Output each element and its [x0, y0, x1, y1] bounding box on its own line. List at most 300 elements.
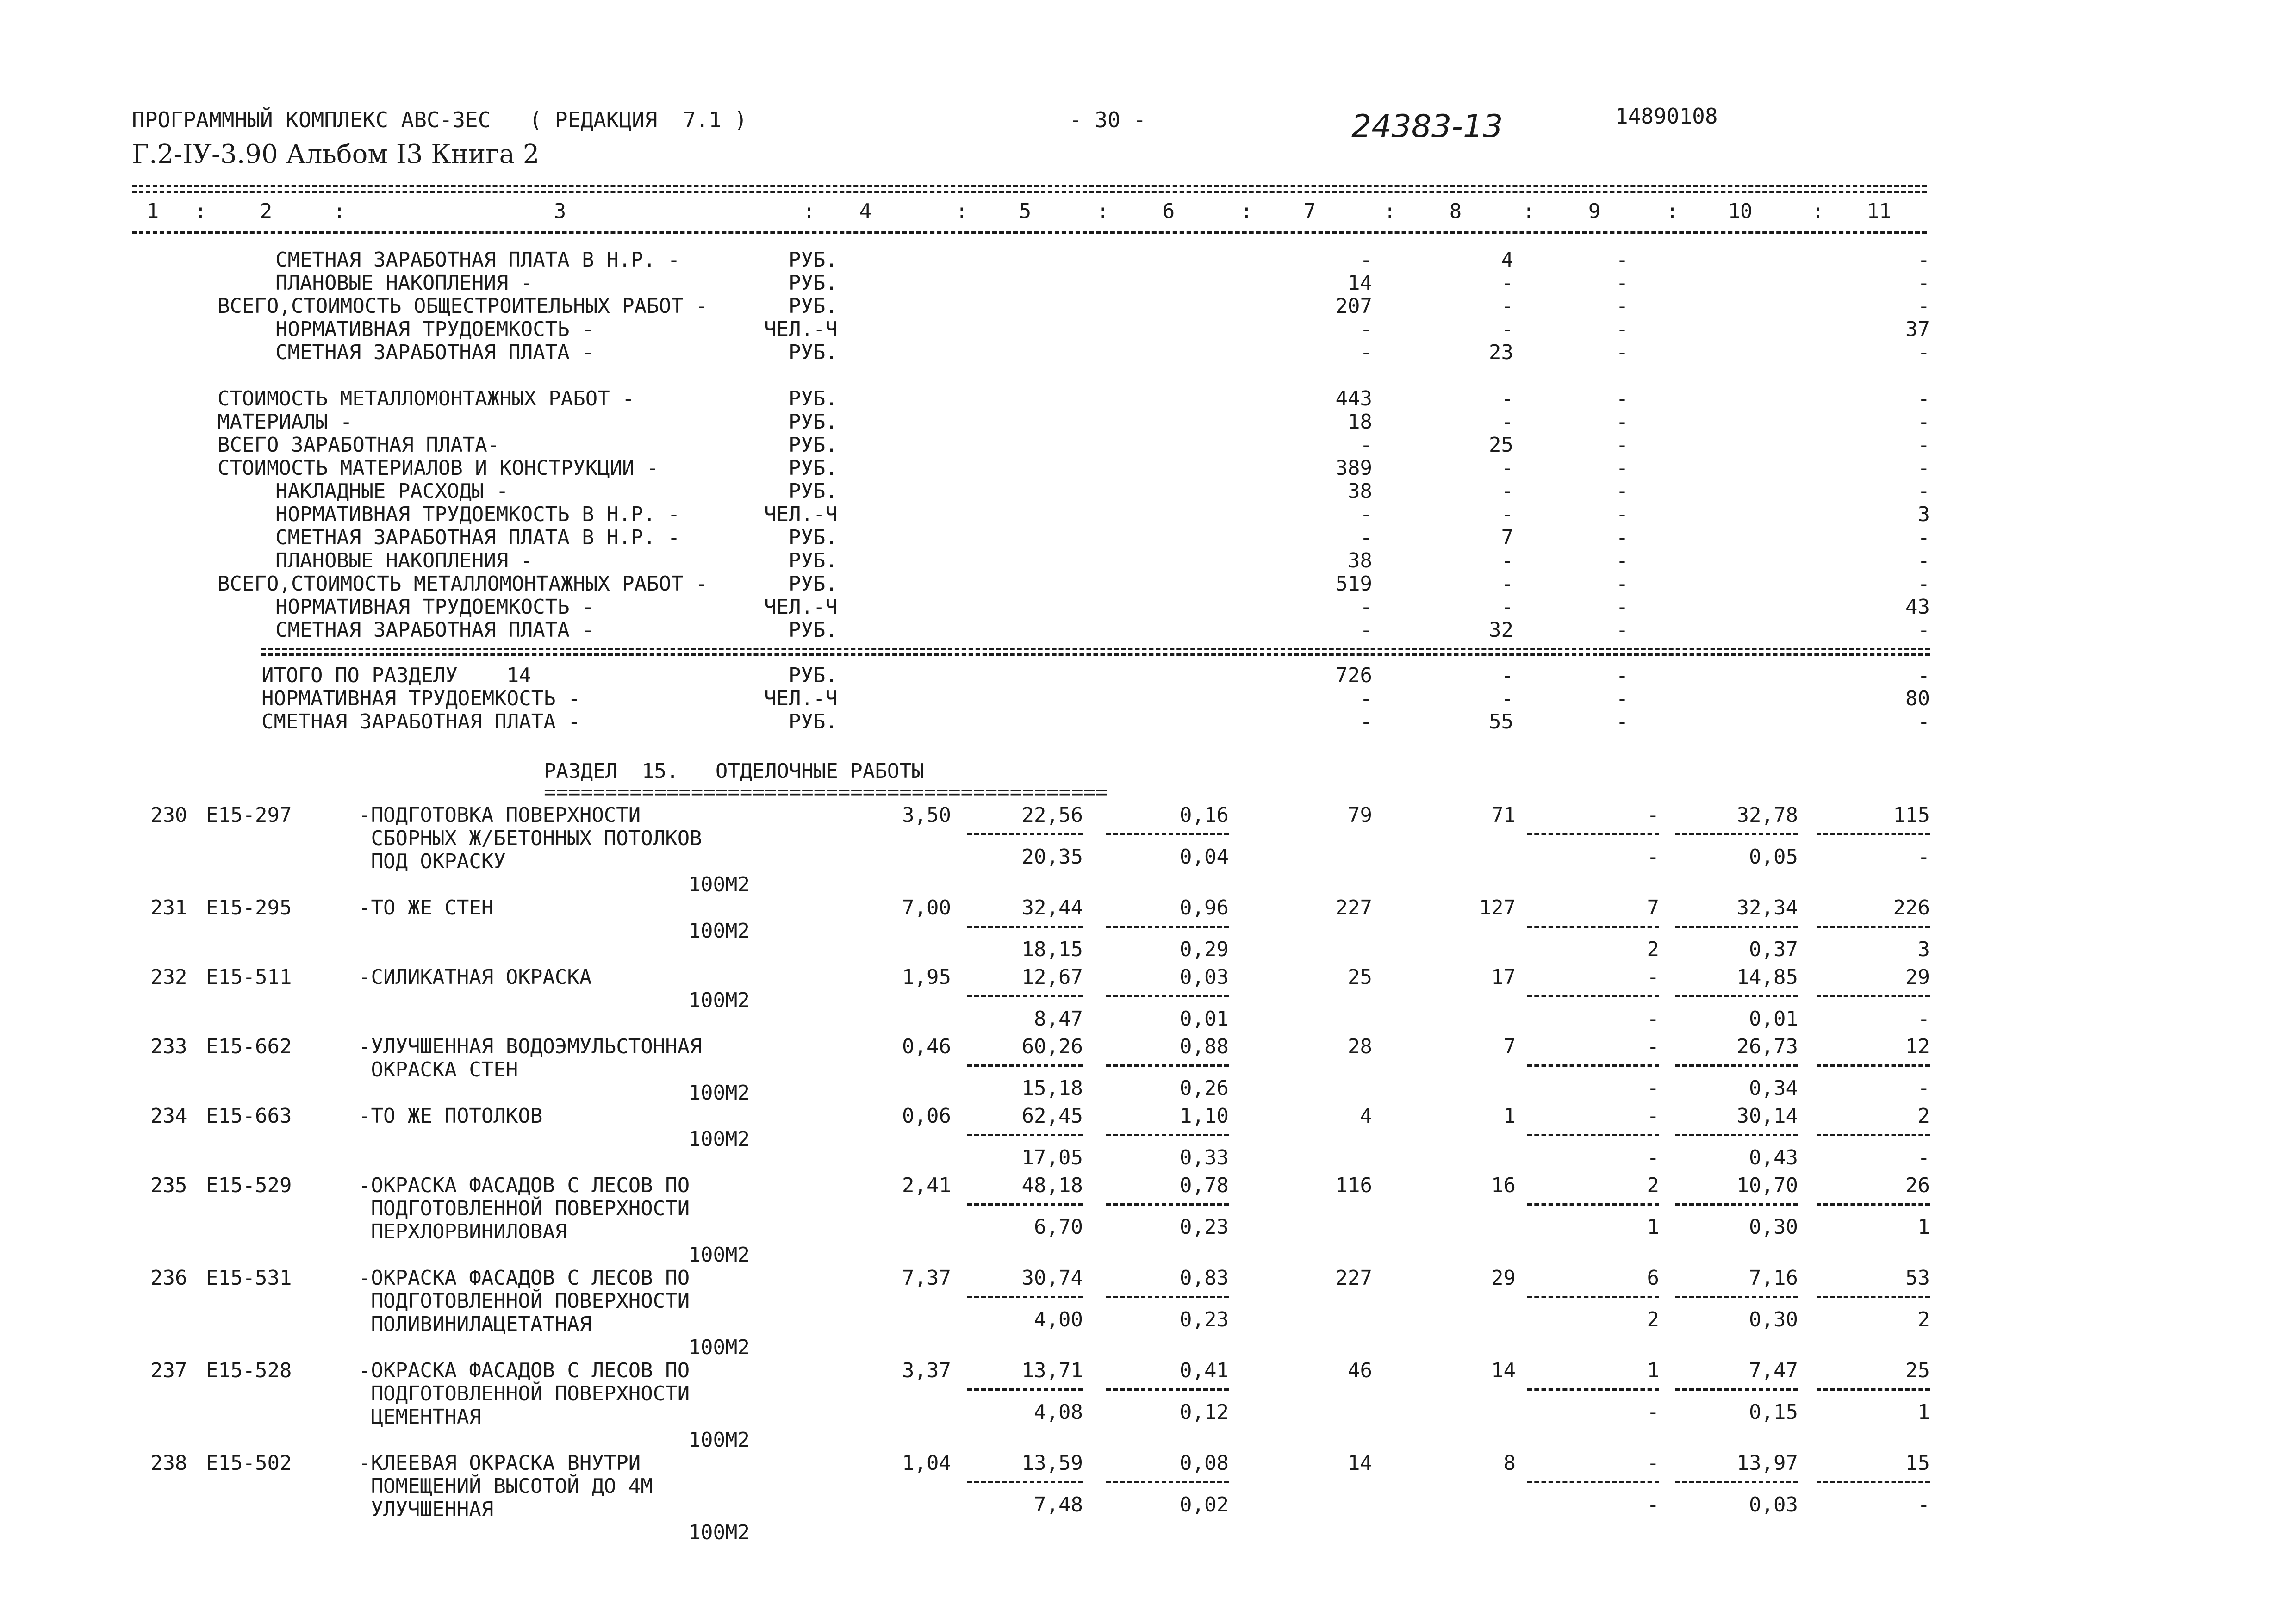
- summary-label: СМЕТНАЯ ЗАРАБОТНАЯ ПЛАТА В Н.Р. -: [275, 526, 680, 549]
- item-number: 230: [150, 803, 187, 827]
- summary-col11: 43: [1905, 595, 1930, 619]
- item-col10-second: 0,03: [1749, 1493, 1798, 1517]
- item-col5-second: 6,70: [1034, 1215, 1083, 1239]
- item-description: ПОМЕЩЕНИЙ ВЫСОТОЙ ДО 4М: [359, 1474, 653, 1498]
- summary-col9: -: [1616, 410, 1629, 434]
- summary-unit: ЧЕЛ.-Ч: [764, 503, 838, 526]
- summary-col11: 3: [1917, 503, 1930, 526]
- item-col11-second: 2: [1917, 1308, 1930, 1331]
- subtotal-rule: [967, 926, 1083, 928]
- item-col6-second: 0,01: [1180, 1007, 1229, 1031]
- item-col6: 0,83: [1180, 1266, 1229, 1290]
- item-quantity: 2,41: [902, 1174, 951, 1197]
- item-col10: 7,47: [1749, 1359, 1798, 1382]
- subtotal-rule: [967, 1203, 1083, 1206]
- item-description: -СИЛИКАТНАЯ ОКРАСКА: [359, 965, 592, 989]
- item-col7: 46: [1348, 1359, 1372, 1382]
- column-separator: :: [1240, 199, 1253, 223]
- item-col10-second: 0,30: [1749, 1215, 1798, 1239]
- column-header-10: 10: [1728, 199, 1753, 223]
- summary-col7: -: [1360, 317, 1372, 341]
- subtotal-rule: [1527, 926, 1659, 928]
- subtotal-rule: [1675, 1064, 1798, 1067]
- item-col11: 25: [1905, 1359, 1930, 1382]
- subtotal-rule: [1527, 833, 1659, 835]
- summary-unit: РУБ.: [789, 433, 838, 457]
- subtotal-rule: [967, 1296, 1083, 1298]
- item-number: 232: [150, 965, 187, 989]
- summary-unit: РУБ.: [789, 664, 838, 687]
- item-unit: 100М2: [688, 1428, 750, 1452]
- summary-col11: -: [1917, 572, 1930, 596]
- summary-unit: РУБ.: [789, 618, 838, 642]
- subtotal-rule: [1817, 1134, 1930, 1136]
- subtotal-rule: [1817, 1296, 1930, 1298]
- item-col6: 0,78: [1180, 1174, 1229, 1197]
- subtotal-rule: [1106, 1134, 1229, 1136]
- item-quantity: 1,95: [902, 965, 951, 989]
- column-separator: :: [1523, 199, 1535, 223]
- summary-col11: -: [1917, 456, 1930, 480]
- subtotal-rule: [967, 1134, 1083, 1136]
- subtotal-rule: [1527, 1134, 1659, 1136]
- summary-label: НОРМАТИВНАЯ ТРУДОЕМКОСТЬ -: [275, 595, 594, 619]
- summary-col8: -: [1501, 410, 1513, 434]
- item-col10: 10,70: [1736, 1174, 1798, 1197]
- summary-unit: РУБ.: [789, 710, 838, 734]
- item-col6-second: 0,02: [1180, 1493, 1229, 1517]
- header-top-rule-2: [132, 191, 1927, 193]
- item-col5-second: 4,08: [1034, 1400, 1083, 1424]
- summary-unit: РУБ.: [789, 526, 838, 549]
- item-col7: 25: [1348, 965, 1372, 989]
- subtotal-rule: [1817, 926, 1930, 928]
- summary-col9: -: [1616, 456, 1629, 480]
- summary-col9: -: [1616, 387, 1629, 410]
- summary-col8: 4: [1501, 248, 1513, 272]
- summary-col11: -: [1917, 479, 1930, 503]
- summary-unit: РУБ.: [789, 572, 838, 596]
- summary-col8: -: [1501, 479, 1513, 503]
- item-col11-second: -: [1917, 1007, 1930, 1031]
- item-code: Е15-528: [206, 1359, 292, 1382]
- item-col5: 12,67: [1021, 965, 1083, 989]
- item-unit: 100М2: [688, 1336, 750, 1359]
- column-header-7: 7: [1303, 199, 1316, 223]
- item-number: 231: [150, 896, 187, 920]
- summary-unit: ЧЕЛ.-Ч: [764, 317, 838, 341]
- item-description: ПОДГОТОВЛЕННОЙ ПОВЕРХНОСТИ: [359, 1382, 690, 1405]
- item-description: -ОКРАСКА ФАСАДОВ С ЛЕСОВ ПО: [359, 1359, 690, 1382]
- item-col5: 13,59: [1021, 1451, 1083, 1475]
- item-description: -ТО ЖЕ ПОТОЛКОВ: [359, 1104, 543, 1128]
- item-code: Е15-295: [206, 896, 292, 920]
- subtotal-rule: [1675, 1481, 1798, 1483]
- item-col11-second: -: [1917, 1076, 1930, 1100]
- item-col9-second: -: [1647, 1007, 1659, 1031]
- summary-col11: -: [1917, 294, 1930, 318]
- summary-unit: РУБ.: [789, 549, 838, 572]
- item-col10-second: 0,34: [1749, 1076, 1798, 1100]
- summary-label: СМЕТНАЯ ЗАРАБОТНАЯ ПЛАТА -: [261, 710, 580, 734]
- subtotal-rule: [1106, 1296, 1229, 1298]
- section-15-underline: ==============================================: [544, 780, 1108, 804]
- summary-col7: -: [1360, 503, 1372, 526]
- summary-col9: -: [1616, 687, 1629, 710]
- summary-label: ПЛАНОВЫЕ НАКОПЛЕНИЯ -: [275, 271, 533, 295]
- summary-col7: -: [1360, 341, 1372, 364]
- item-col10: 26,73: [1736, 1035, 1798, 1058]
- summary-label: НОРМАТИВНАЯ ТРУДОЕМКОСТЬ -: [261, 687, 580, 710]
- subtotal-rule: [1527, 1388, 1659, 1391]
- item-description: УЛУЧШЕННАЯ: [359, 1498, 494, 1521]
- item-col5: 32,44: [1021, 896, 1083, 920]
- item-description: ОКРАСКА СТЕН: [359, 1058, 518, 1082]
- item-col9: 2: [1647, 1174, 1659, 1197]
- item-col9: -: [1647, 1104, 1659, 1128]
- summary-unit: РУБ.: [789, 410, 838, 434]
- subtotal-rule: [1817, 1388, 1930, 1391]
- summary-label: НОРМАТИВНАЯ ТРУДОЕМКОСТЬ В Н.Р. -: [275, 503, 680, 526]
- summary-col7: -: [1360, 433, 1372, 457]
- summary-col8: -: [1501, 595, 1513, 619]
- item-col10: 13,97: [1736, 1451, 1798, 1475]
- summary-col7: 18: [1348, 410, 1372, 434]
- item-description: ПОДГОТОВЛЕННОЙ ПОВЕРХНОСТИ: [359, 1289, 690, 1313]
- summary-col8: -: [1501, 687, 1513, 710]
- item-col5: 22,56: [1021, 803, 1083, 827]
- item-col9: 7: [1647, 896, 1659, 920]
- item-unit: 100М2: [688, 1243, 750, 1267]
- column-separator: :: [803, 199, 815, 223]
- item-col8: 127: [1479, 896, 1516, 920]
- column-separator: :: [1384, 199, 1396, 223]
- summary-unit: РУБ.: [789, 479, 838, 503]
- subtotal-rule: [1675, 833, 1798, 835]
- item-col11: 12: [1905, 1035, 1930, 1058]
- item-col11-second: -: [1917, 1146, 1930, 1169]
- column-header-9: 9: [1588, 199, 1601, 223]
- summary-label: НАКЛАДНЫЕ РАСХОДЫ -: [275, 479, 509, 503]
- summary-label: ВСЕГО,СТОИМОСТЬ МЕТАЛЛОМОНТАЖНЫХ РАБОТ -: [218, 572, 708, 596]
- summary-col9: -: [1616, 248, 1629, 272]
- item-unit: 100М2: [688, 873, 750, 896]
- subtotal-rule: [1817, 995, 1930, 997]
- summary-col8: -: [1501, 387, 1513, 410]
- item-number: 233: [150, 1035, 187, 1058]
- summary-col9: -: [1616, 526, 1629, 549]
- item-col7: 227: [1335, 1266, 1372, 1290]
- item-col8: 8: [1503, 1451, 1516, 1475]
- item-code: Е15-297: [206, 803, 292, 827]
- item-col6-second: 0,23: [1180, 1308, 1229, 1331]
- item-col5: 48,18: [1021, 1174, 1083, 1197]
- summary-col8: 7: [1501, 526, 1513, 549]
- item-col8: 7: [1503, 1035, 1516, 1058]
- subtotal-rule: [1106, 1481, 1229, 1483]
- subtotal-rule: [1675, 995, 1798, 997]
- section-15-title: РАЗДЕЛ 15. ОТДЕЛОЧНЫЕ РАБОТЫ: [544, 759, 924, 783]
- header-top-rule: [132, 185, 1927, 187]
- item-description: ПОДГОТОВЛЕННОЙ ПОВЕРХНОСТИ: [359, 1197, 690, 1220]
- item-col5-second: 4,00: [1034, 1308, 1083, 1331]
- summary-col7: 443: [1335, 387, 1372, 410]
- summary-col8: -: [1501, 549, 1513, 572]
- summary-col9: -: [1616, 664, 1629, 687]
- item-col9-second: -: [1647, 1076, 1659, 1100]
- item-col5: 30,74: [1021, 1266, 1083, 1290]
- column-separator: :: [1666, 199, 1679, 223]
- item-code: Е15-529: [206, 1174, 292, 1197]
- column-separator: :: [1812, 199, 1824, 223]
- item-col11: 26: [1905, 1174, 1930, 1197]
- item-col6: 0,96: [1180, 896, 1229, 920]
- item-col8: 29: [1491, 1266, 1516, 1290]
- summary-col8: 32: [1489, 618, 1513, 642]
- item-col11: 2: [1917, 1104, 1930, 1128]
- item-col5: 60,26: [1021, 1035, 1083, 1058]
- item-description: -ПОДГОТОВКА ПОВЕРХНОСТИ: [359, 803, 641, 827]
- column-header-6: 6: [1162, 199, 1175, 223]
- summary-col7: 726: [1335, 664, 1372, 687]
- item-col5-second: 7,48: [1034, 1493, 1083, 1517]
- summary-unit: РУБ.: [789, 341, 838, 364]
- summary-col11: -: [1917, 433, 1930, 457]
- summary-col11: -: [1917, 387, 1930, 410]
- item-unit: 100М2: [688, 989, 750, 1012]
- summary-label: ИТОГО ПО РАЗДЕЛУ 14: [261, 664, 531, 687]
- subtotal-rule: [1527, 1064, 1659, 1067]
- item-col8: 14: [1491, 1359, 1516, 1382]
- summary-col8: -: [1501, 503, 1513, 526]
- item-code: Е15-531: [206, 1266, 292, 1290]
- summary-label: ПЛАНОВЫЕ НАКОПЛЕНИЯ -: [275, 549, 533, 572]
- item-col10: 32,34: [1736, 896, 1798, 920]
- item-col10-second: 0,43: [1749, 1146, 1798, 1169]
- column-separator: :: [333, 199, 346, 223]
- item-col10-second: 0,37: [1749, 938, 1798, 961]
- summary-unit: РУБ.: [789, 387, 838, 410]
- summary-col7: -: [1360, 710, 1372, 734]
- item-col11: 53: [1905, 1266, 1930, 1290]
- column-header-8: 8: [1449, 199, 1462, 223]
- item-col11-second: 3: [1917, 938, 1930, 961]
- summary-col7: 207: [1335, 294, 1372, 318]
- item-number: 234: [150, 1104, 187, 1128]
- item-description: ПОД ОКРАСКУ: [359, 850, 506, 873]
- item-description: -ОКРАСКА ФАСАДОВ С ЛЕСОВ ПО: [359, 1174, 690, 1197]
- item-col11: 226: [1893, 896, 1930, 920]
- subtotal-rule: [967, 833, 1083, 835]
- summary-col8: -: [1501, 664, 1513, 687]
- summary-unit: РУБ.: [789, 456, 838, 480]
- item-col7: 14: [1348, 1451, 1372, 1475]
- item-col7: 116: [1335, 1174, 1372, 1197]
- column-header-1: 1: [146, 199, 159, 223]
- item-col11: 15: [1905, 1451, 1930, 1475]
- item-number: 238: [150, 1451, 187, 1475]
- summary-col9: -: [1616, 271, 1629, 295]
- item-col11-second: -: [1917, 845, 1930, 869]
- summary-label: СТОИМОСТЬ МЕТАЛЛОМОНТАЖНЫХ РАБОТ -: [218, 387, 635, 410]
- summary-col7: -: [1360, 595, 1372, 619]
- subtotal-rule: [1527, 1203, 1659, 1206]
- summary-col9: -: [1616, 595, 1629, 619]
- item-unit: 100М2: [688, 919, 750, 943]
- summary-col11: -: [1917, 410, 1930, 434]
- subtotal-rule: [1527, 1481, 1659, 1483]
- item-code: Е15-511: [206, 965, 292, 989]
- item-unit: 100М2: [688, 1521, 750, 1544]
- item-col6-second: 0,29: [1180, 938, 1229, 961]
- item-description: СБОРНЫХ Ж/БЕТОННЫХ ПОТОЛКОВ: [359, 827, 702, 850]
- summary-col9: -: [1616, 618, 1629, 642]
- item-col6-second: 0,33: [1180, 1146, 1229, 1169]
- item-col6: 0,16: [1180, 803, 1229, 827]
- item-col9-second: -: [1647, 1493, 1659, 1517]
- item-col9: -: [1647, 965, 1659, 989]
- item-code: Е15-502: [206, 1451, 292, 1475]
- subtotal-rule: [967, 1388, 1083, 1391]
- item-col8: 71: [1491, 803, 1516, 827]
- summary-col8: -: [1501, 271, 1513, 295]
- subtotal-rule: [1817, 1064, 1930, 1067]
- item-col10-second: 0,30: [1749, 1308, 1798, 1331]
- item-col10-second: 0,15: [1749, 1400, 1798, 1424]
- item-col9: 1: [1647, 1359, 1659, 1382]
- subtotal-rule: [1106, 1203, 1229, 1206]
- subtotal-rule: [1675, 1388, 1798, 1391]
- summary-col11: -: [1917, 664, 1930, 687]
- column-separator: :: [194, 199, 207, 223]
- item-description: -УЛУЧШЕННАЯ ВОДОЭМУЛЬСТОННАЯ: [359, 1035, 702, 1058]
- summary-col7: 519: [1335, 572, 1372, 596]
- column-header-5: 5: [1019, 199, 1032, 223]
- summary-col9: -: [1616, 317, 1629, 341]
- summary-label: СМЕТНАЯ ЗАРАБОТНАЯ ПЛАТА -: [275, 618, 594, 642]
- item-col6-second: 0,26: [1180, 1076, 1229, 1100]
- item-col6: 0,03: [1180, 965, 1229, 989]
- item-description: ЦЕМЕНТНАЯ: [359, 1405, 481, 1429]
- item-col9: -: [1647, 1451, 1659, 1475]
- item-col10-second: 0,05: [1749, 845, 1798, 869]
- item-quantity: 1,04: [902, 1451, 951, 1475]
- subtotal-rule: [1817, 1203, 1930, 1206]
- item-col6-second: 0,12: [1180, 1400, 1229, 1424]
- item-description: -ОКРАСКА ФАСАДОВ С ЛЕСОВ ПО: [359, 1266, 690, 1290]
- item-col8: 17: [1491, 965, 1516, 989]
- subtotal-rule: [1817, 833, 1930, 835]
- summary-col7: 38: [1348, 549, 1372, 572]
- item-col7: 4: [1360, 1104, 1372, 1128]
- summary-label: СТОИМОСТЬ МАТЕРИАЛОВ И КОНСТРУКЦИИ -: [218, 456, 659, 480]
- subtotal-rule: [1675, 1296, 1798, 1298]
- summary-col11: 80: [1905, 687, 1930, 710]
- column-header-2: 2: [260, 199, 273, 223]
- item-col6: 0,41: [1180, 1359, 1229, 1382]
- column-separator: :: [956, 199, 968, 223]
- item-code: Е15-663: [206, 1104, 292, 1128]
- item-col8: 16: [1491, 1174, 1516, 1197]
- summary-col7: 38: [1348, 479, 1372, 503]
- item-description: -ТО ЖЕ СТЕН: [359, 896, 494, 920]
- summary-col9: -: [1616, 479, 1629, 503]
- column-header-11: 11: [1867, 199, 1892, 223]
- item-col5: 13,71: [1021, 1359, 1083, 1382]
- album-subtitle: Г.2-IУ-3.90 Альбом I3 Книга 2: [132, 139, 540, 169]
- item-col11-second: 1: [1917, 1400, 1930, 1424]
- section-total-rule: [261, 648, 1930, 650]
- item-col6: 0,88: [1180, 1035, 1229, 1058]
- subtotal-rule: [1106, 1064, 1229, 1067]
- summary-col8: 25: [1489, 433, 1513, 457]
- summary-col7: -: [1360, 618, 1372, 642]
- item-col6: 0,08: [1180, 1451, 1229, 1475]
- section-total-rule-2: [261, 653, 1930, 656]
- item-code: Е15-662: [206, 1035, 292, 1058]
- item-col10: 14,85: [1736, 965, 1798, 989]
- summary-col9: -: [1616, 572, 1629, 596]
- item-col5: 62,45: [1021, 1104, 1083, 1128]
- item-col7: 28: [1348, 1035, 1372, 1058]
- item-description: ПОЛИВИНИЛАЦЕТАТНАЯ: [359, 1312, 592, 1336]
- item-col9: -: [1647, 803, 1659, 827]
- header-bottom-rule: [132, 231, 1927, 234]
- summary-label: ВСЕГО ЗАРАБОТНАЯ ПЛАТА-: [218, 433, 500, 457]
- item-col9: -: [1647, 1035, 1659, 1058]
- subtotal-rule: [1817, 1481, 1930, 1483]
- item-col10-second: 0,01: [1749, 1007, 1798, 1031]
- summary-label: СМЕТНАЯ ЗАРАБОТНАЯ ПЛАТА -: [275, 341, 594, 364]
- summary-label: ВСЕГО,СТОИМОСТЬ ОБЩЕСТРОИТЕЛЬНЫХ РАБОТ -: [218, 294, 708, 318]
- summary-unit: РУБ.: [789, 248, 838, 272]
- subtotal-rule: [967, 995, 1083, 997]
- summary-col9: -: [1616, 710, 1629, 734]
- subtotal-rule: [1675, 1203, 1798, 1206]
- summary-col11: -: [1917, 341, 1930, 364]
- item-col5-second: 20,35: [1021, 845, 1083, 869]
- item-col9: 6: [1647, 1266, 1659, 1290]
- document-number: 14890108: [1615, 104, 1718, 129]
- item-col10: 7,16: [1749, 1266, 1798, 1290]
- summary-col11: -: [1917, 526, 1930, 549]
- item-col6-second: 0,04: [1180, 845, 1229, 869]
- item-col6: 1,10: [1180, 1104, 1229, 1128]
- summary-col7: -: [1360, 248, 1372, 272]
- column-header-3: 3: [554, 199, 566, 223]
- summary-col9: -: [1616, 503, 1629, 526]
- summary-col11: -: [1917, 271, 1930, 295]
- item-col6-second: 0,23: [1180, 1215, 1229, 1239]
- summary-col8: -: [1501, 294, 1513, 318]
- item-quantity: 0,06: [902, 1104, 951, 1128]
- summary-col11: 37: [1905, 317, 1930, 341]
- summary-col7: -: [1360, 526, 1372, 549]
- summary-unit: РУБ.: [789, 271, 838, 295]
- summary-label: МАТЕРИАЛЫ -: [218, 410, 353, 434]
- column-header-4: 4: [859, 199, 872, 223]
- summary-col9: -: [1616, 341, 1629, 364]
- summary-col9: -: [1616, 294, 1629, 318]
- subtotal-rule: [1527, 1296, 1659, 1298]
- item-number: 236: [150, 1266, 187, 1290]
- summary-col8: -: [1501, 572, 1513, 596]
- subtotal-rule: [1106, 1388, 1229, 1391]
- summary-col8: 55: [1489, 710, 1513, 734]
- item-col5-second: 17,05: [1021, 1146, 1083, 1169]
- item-quantity: 7,37: [902, 1266, 951, 1290]
- subtotal-rule: [1527, 995, 1659, 997]
